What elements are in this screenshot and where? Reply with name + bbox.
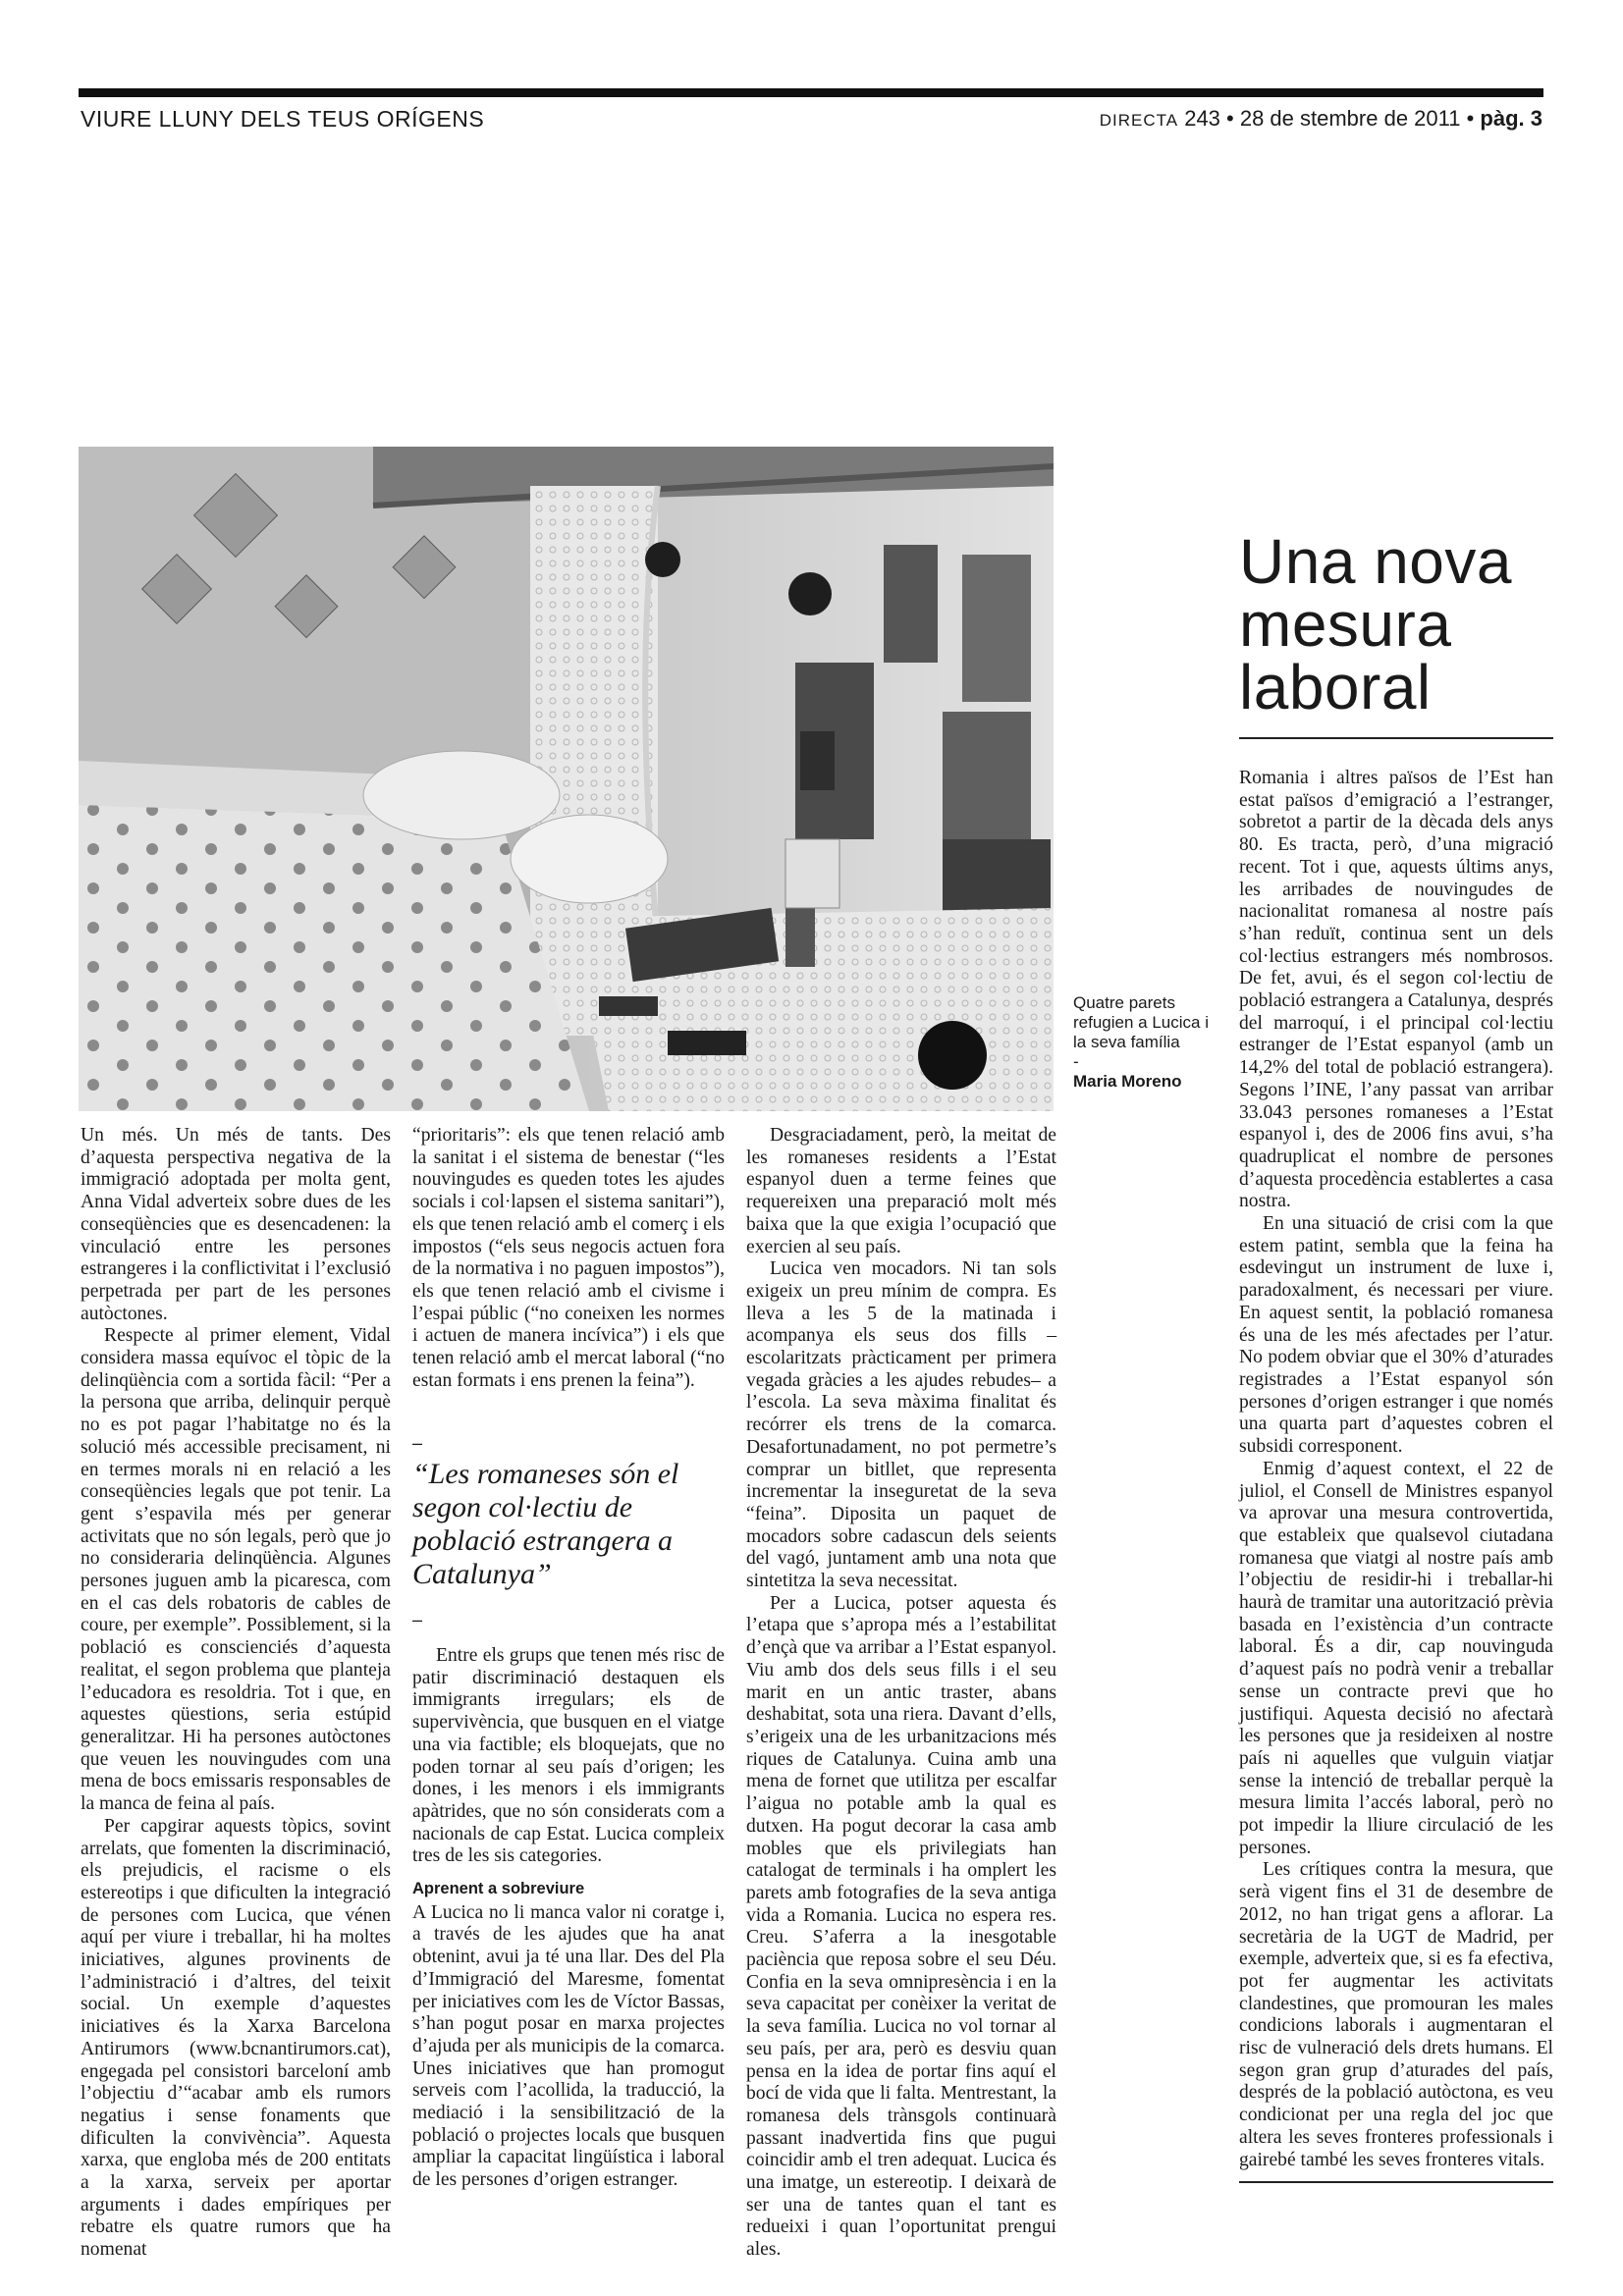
paragraph: Entre els grups que tenen més risc de patir discriminació destaquen els immigrants irregulars; els de supervivència, que busquen en el viatge una via factible; els bloquejats, que no poden tornar al seu país d’origen; les dones, i les menors i els immigrants apàtrides, que no són considerats com a nacionals de cap Estat. Lucica compleix tres de les sis categories. (412, 1645, 725, 1867)
paragraph: “prioritaris”: els que tenen relació amb la sanitat i el sistema de benestar (“les nouvingudes es queden totes les ajudes socials i col·lapsen el sistema sanitari”), els que tenen relació amb el comerç i els impostos (“els seus negocis actuen fora de la normativa i no paguen impostos”), els que tenen relació amb el civisme i l’espai públic (“no coneixen les normes i actuen de manera incívica”) i els que tenen relació amb el mercat laboral (“no estan formats i ens prenen la feina”). (412, 1125, 725, 1391)
pull-quote: “Les romaneses són el segon col·lectiu de població estrangera a Catalunya” (412, 1458, 679, 1590)
article-column-3 (746, 1125, 1056, 2262)
header-rule (79, 88, 1543, 97)
sidebar-column (1239, 768, 1553, 2171)
caption-text: Quatre parets refugien a Lucica i la seva família (1073, 993, 1209, 1051)
paragraph: Enmig d’aquest context, el 22 de juliol, el Consell de Ministres espanyol va aprovar una mesura controvertida, que estableix que qualsevol ciutadana romanesa que viatgi al nostre país amb l’objectiu de residir-hi i treballar-hi haurà de tramitar una autorització prèvia basada en l’existència d’un contracte laboral. És a dir, cap nouvinguda d’aquest país no podrà venir a treballar sense un contracte previ que ho justifiqui. Aquesta decisió no afectarà les persones que ja resideixen al nostre país ni aquelles que vulguin viatjar sense la intenció de treballar perquè la mesura limita l’accés laboral, però no pot impedir la lliure circulació de les persones. (1239, 1458, 1553, 1858)
paragraph: Desgraciadament, però, la meitat de les romaneses residents a l’Estat espanyol duen a terme feines que requereixen una preparació molt més baixa que la que exigia l’ocupació que exercien al seu país. (746, 1125, 1056, 1257)
paragraph: Un més. Un més de tants. Des d’aquesta perspectiva negativa de la immigració adoptada per molta gent, Anna Vidal adverteix sobre dues de les conseqüències que es desencadenen: la vinculació entre les persones estrangeres i la conflictivitat i l’exclusió perpetrada per part de les persones autòctones. (81, 1125, 391, 1324)
issue-info (1100, 106, 1542, 132)
paragraph: Lucica ven mocadors. Ni tan sols exigeix un preu mínim de compra. Es lleva a les 5 de la matinada i acompanya els seus dos fills –escolaritzats pràcticament per primera vegada gràcies a les ajudes rebudes– a l’escola. La seva màxima finalitat és recórrer els trens de la comarca. Desafortunadament, no pot permetre’s comprar un bitllet, que representa incrementar la inseguretat de la seva “feina”. Diposita un paquet de mocadors sobre cadascun dels seients del vagó, juntament amb una nota que sintetitza la seva necessitat. (746, 1258, 1056, 1592)
issue-date: 243 • 28 de stembre de 2011 • (1184, 106, 1475, 131)
quote-dash-top: – (412, 1433, 423, 1453)
article-column-2-top (412, 1125, 725, 1392)
page-number: pàg. 3 (1480, 106, 1542, 131)
caption-dash: - (1073, 1052, 1079, 1071)
paragraph: En una situació de crisi com la que estem patint, sembla que la feina ha esdevingut un instrument de luxe i, paradoxalment, és necessari per viure. En aquest sentit, la població romanesa és una de les més afectades per l’atur. No podem obviar que el 30% d’aturades registrades a l’Estat espanyol són persones d’origen estranger i que només una quarta part d’aquestes cobren el subsidi corresponent. (1239, 1213, 1553, 1458)
sidebar-bottom-rule (1239, 2181, 1553, 2183)
paragraph: Per capgirar aquests tòpics, sovint arrelats, que fomenten la discriminació, els prejudicis, el racisme o els estereotips i que dificulten la integració de persones com Lucica, que vénen aquí per viure i treballar, hi ha moltes iniciatives, algunes provinents de l’administració i d’altres, del teixit social. Un exemple d’aquestes iniciatives és la Xarxa Barcelona Antirumors (www.bcnantirumors.cat), engegada pel consistori barceloní amb l’objectiu d’“acabar amb els rumors negatius i sense fonaments que dificulten la convivència”. Aquesta xarxa, que engloba més de 200 entitats a la xarxa, serveix per aportar arguments i dades empíriques per rebatre els quatre rumors que ha nomenat (81, 1815, 391, 2261)
section-title: VIURE LLUNY DELS TEUS ORÍGENS (81, 106, 485, 132)
room-photo (79, 447, 1054, 1111)
paragraph: Per a Lucica, potser aquesta és l’etapa que s’apropa més a l’estabilitat d’ençà que va arribar a l’Estat espanyol. Viu amb dos dels seus fills i el seu marit en un antic traster, abans deshabitat, sota una riera. Davant d’ells, s’erigeix una de les urbanitzacions més riques de Catalunya. Cuina amb una mena de fornet que utilitza per escalfar l’aigua no potable amb la qual es dutxen. Ha pogut decorar la casa amb mobles que els privilegiats han catalogat de terminals i ha omplert les parets amb fotografies de la seva antiga vida a Romania. Lucica no espera res. Creu. S’aferra a la inesgotable paciència que reposa sobre el seu Déu. Confia en la seva omnipresència i en la seva capacitat per conèixer la veritat de la seva família. Lucica no vol tornar al seu país, per ara, però es desviu quan pensa en la idea de portar fins aquí el bocí de vida que li falta. Mentrestant, la romanesa dels trànsgols continuarà passant inadvertida fins que pugui coincidir amb el tren adequat. Lucica és una imatge, un estereotip. I deixarà de ser una de tantes quan el tant es redueixi i quan l’oportunitat prengui ales. (746, 1592, 1056, 2261)
headline-rule (1239, 737, 1553, 739)
sidebar-headline: Una nova mesura laboral (1239, 526, 1512, 722)
room-photo-illustration (79, 447, 1054, 1111)
paragraph: Les crítiques contra la mesura, que serà vigent fins el 31 de desembre de 2012, no han trigat gens a aflorar. La secretària de la UGT de Madrid, per exemple, adverteix que, si es fa efectiva, pot fer augmentar les activitats clandestines, que promouran les males condicions laborals i augmentaran el risc de vulneració dels drets humans. El segon gran grup d’aturades del país, després de la població autòctona, es veu condicionat per una regla del joc que altera les seves fronteres professionals i gairebé també les seves fronteres vitals. (1239, 1859, 1553, 2170)
paragraph: A Lucica no li manca valor ni coratge i, a través de les ajudes que ha anat obtenint, avui ja té una llar. Des del Pla d’Immigració del Maresme, fomentat per iniciatives com les de Víctor Bassas, s’han pogut posar en marxa projectes d’ajuda per als municipis de la comarca. Unes iniciatives que han promogut serveis com l’acollida, la traducció, la mediació i la sensibilització de la població o projectes locals que busquen ampliar la capacitat lingüística i laboral de les persones d’origen estranger. (412, 1901, 725, 2191)
paragraph: Romania i altres països de l’Est han estat països d’emigració a l’estranger, sobretot a partir de la dècada dels anys 80. Es tracta, però, d’una migració recent. Tot i que, aquests últims anys, les arribades de nouvingudes de nacionalitat romanesa al nostre país s’han reduït, continua sent un dels col·lectius estrangers més nombrosos. De fet, avui, és el segon col·lectiu de població estrangera a Catalunya, després del marroquí, i el principal col·lectiu estranger de l’Estat espanyol (amb un 14,2% del total de població estrangera). Segons l’INE, l’any passat van arribar 33.043 persones romaneses a l’Estat espanyol i, des de 2006 fins avui, s’ha quadruplicat el nombre de persones d’aquesta procedència establertes a casa nostra. (1239, 768, 1553, 1212)
subheading: Aprenent a sobreviure (412, 1880, 585, 1898)
article-column-2-bottom (412, 1645, 725, 2192)
photo-credit: Maria Moreno (1073, 1072, 1182, 1091)
publication-name: DIRECTA (1099, 111, 1179, 130)
article-column-1 (81, 1125, 391, 2262)
paragraph: Respecte al primer element, Vidal considera massa equívoc el tòpic de la delinqüència com a sortida fàcil: “Per a la persona que arriba, delinquir perquè no es pot pagar l’habitatge no és la solució més accessible precisament, ni en termes morals ni en relació a les conseqüències legals que pot tenir. La gent s’espavila més per generar activitats que no són legals, però que jo no consideraria delinqüència. Algunes persones juguen amb la picaresca, com en el cas dels robatoris de cables de coure, per exemple”. Possiblement, si la població es conscienciés d’aquesta realitat, el segon problema que planteja l’educadora es resoldria. Tot i que, en aquestes qüestions, seria estúpid generalitzar. Hi ha persones autòctones que veuen les nouvingudes com una mena de bocs emissaris responsables de la manca de feina al país. (81, 1325, 391, 1815)
photo-caption (1073, 993, 1211, 1092)
quote-dash-bottom: – (412, 1610, 423, 1629)
